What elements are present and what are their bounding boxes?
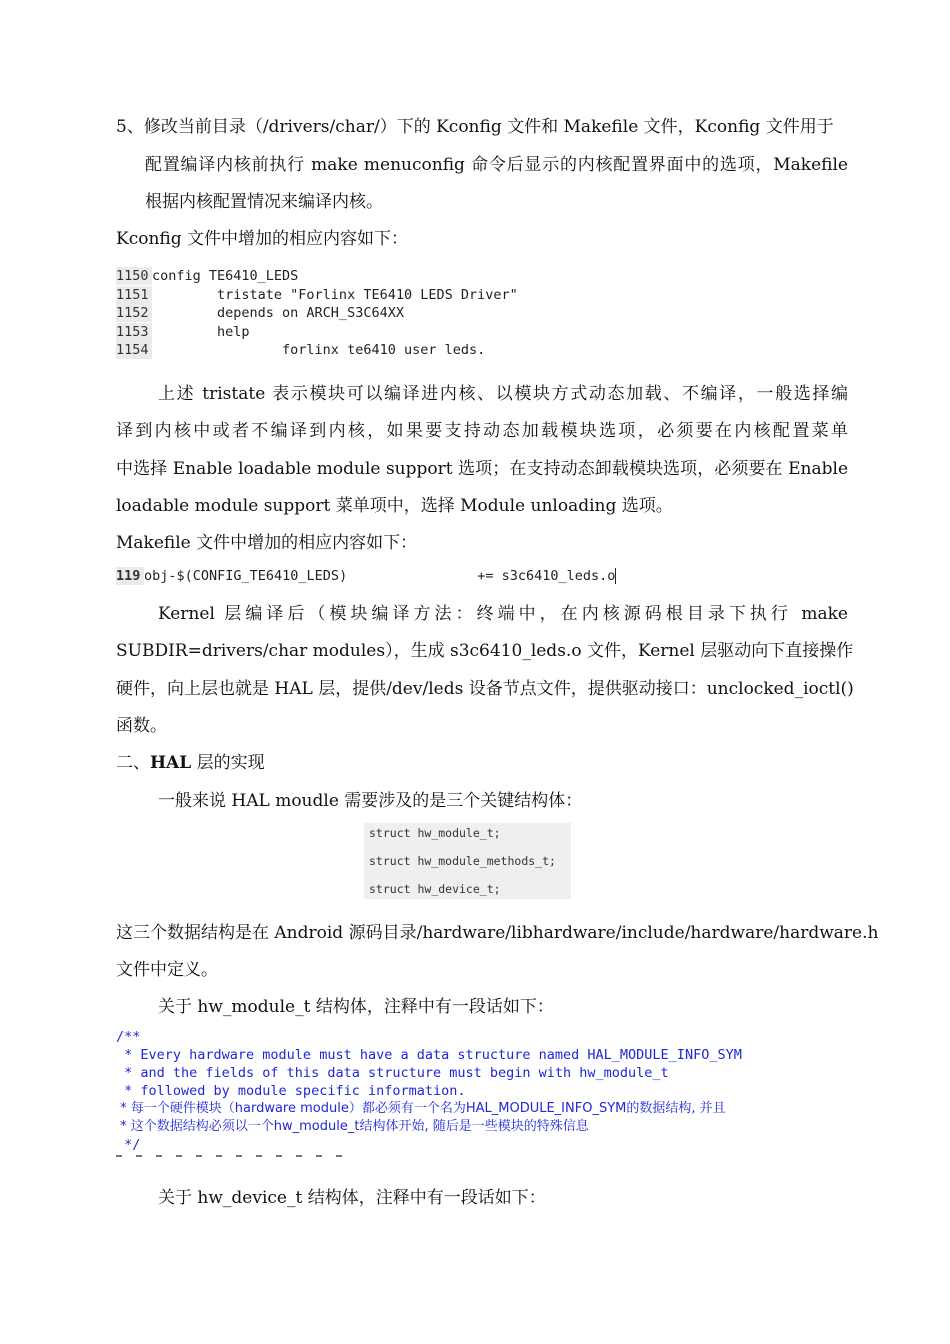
paragraph-tristate-line1: 上述 tristate 表示模块可以编译进内核、以模块方式动态加载、不编译，一般选择编 bbox=[158, 384, 848, 404]
line-number: 1154 bbox=[116, 341, 152, 359]
comment-line: * and the fields of this data structure must begin with hw_module_t bbox=[116, 1065, 669, 1081]
paragraph-structs-line1: 这三个数据结构是在 Android 源码目录/hardware/libhardware/include/hardware/hardware.h bbox=[116, 923, 879, 943]
hw-module-comment-snippet bbox=[116, 1028, 816, 1158]
code-line bbox=[116, 304, 404, 322]
code-line bbox=[116, 286, 518, 304]
paragraph-tristate-line2: 译到内核中或者不编译到内核，如果要支持动态加载模块选项，必须要在内核配置菜单 bbox=[116, 421, 848, 441]
code-text: help bbox=[152, 323, 250, 340]
makefile-code-snippet bbox=[116, 567, 676, 587]
paragraph-structs-line2: 文件中定义。 bbox=[116, 960, 218, 980]
paragraph-step5-line3: 根据内核配置情况来编译内核。 bbox=[145, 192, 383, 212]
hw-module-note: 关于 hw_module_t 结构体，注释中有一段话如下： bbox=[158, 997, 554, 1017]
struct-item: struct hw_module_t; bbox=[369, 826, 501, 840]
line-number: 1151 bbox=[116, 286, 152, 304]
code-line bbox=[116, 341, 485, 359]
cropped-next-line bbox=[116, 1152, 376, 1158]
line-number: 119 bbox=[116, 567, 144, 585]
makefile-intro: Makefile 文件中增加的相应内容如下： bbox=[116, 533, 418, 553]
section-title: 层的实现 bbox=[191, 753, 265, 773]
struct-list-box bbox=[364, 823, 571, 899]
kconfig-intro: Kconfig 文件中增加的相应内容如下： bbox=[116, 229, 409, 249]
text-cursor bbox=[615, 568, 616, 584]
code-text: depends on ARCH_S3C64XX bbox=[152, 305, 404, 321]
paragraph-kernel-line3: 硬件，向上层也就是 HAL 层，提供/dev/leds 设备节点文件，提供驱动接口：unclocked_ioctl() bbox=[116, 679, 854, 699]
paragraph-step5-line2: 配置编译内核前执行 make menuconfig 命令后显示的内核配置界面中的选项，Makefile bbox=[145, 155, 848, 175]
code-text: config TE6410_LEDS bbox=[152, 268, 299, 284]
kconfig-code-snippet bbox=[116, 267, 616, 359]
paragraph-kernel-line2: SUBDIR=drivers/char modules），生成 s3c6410_leds.o 文件，Kernel 层驱动向下直接操作 bbox=[116, 641, 854, 661]
paragraph-kernel-line1: Kernel 层编译后（模块编译方法：终端中，在内核源码根目录下执行 make bbox=[158, 604, 848, 624]
paragraph-step5-line1: 5、修改当前目录（/drivers/char/）下的 Kconfig 文件和 Makefile 文件，Kconfig 文件用于 bbox=[116, 117, 834, 137]
code-text: obj-$(CONFIG_TE6410_LEDS) += s3c6410_leds.o bbox=[144, 568, 616, 584]
code-line bbox=[116, 567, 616, 585]
paragraph-kernel-line4: 函数。 bbox=[116, 716, 167, 736]
code-text: forlinx te6410 user leds. bbox=[152, 342, 486, 358]
paragraph-tristate-line4: loadable module support 菜单项中，选择 Module unloading 选项。 bbox=[116, 496, 673, 516]
comment-line: * 这个数据结构必须以一个hw_module_t结构体开始, 随后是一些模块的特殊信息 bbox=[116, 1119, 589, 1134]
paragraph-tristate-line3: 中选择 Enable loadable module support 选项；在支持动态卸载模块选项，必须要在 Enable bbox=[116, 459, 848, 479]
struct-item: struct hw_module_methods_t; bbox=[369, 854, 556, 868]
section-heading-hal bbox=[116, 753, 265, 773]
struct-item: struct hw_device_t; bbox=[369, 882, 501, 896]
section-title-bold: HAL bbox=[150, 753, 192, 773]
code-line bbox=[116, 267, 298, 285]
code-line bbox=[116, 323, 250, 341]
line-number: 1153 bbox=[116, 323, 152, 341]
comment-line: * 每一个硬件模块（hardware module）都必须有一个名为HAL_MODULE_INFO_SYM的数据结构, 并且 bbox=[116, 1101, 726, 1116]
comment-line: /** bbox=[116, 1029, 141, 1045]
comment-line: * Every hardware module must have a data structure named HAL_MODULE_INFO_SYM bbox=[116, 1047, 742, 1063]
hal-intro: 一般来说 HAL moudle 需要涉及的是三个关键结构体： bbox=[158, 791, 583, 811]
code-text: tristate "Forlinx TE6410 LEDS Driver" bbox=[152, 286, 518, 303]
section-number: 二、 bbox=[116, 753, 150, 773]
comment-line: */ bbox=[116, 1137, 141, 1153]
line-number: 1150 bbox=[116, 267, 152, 285]
line-number: 1152 bbox=[116, 304, 152, 322]
hw-device-note: 关于 hw_device_t 结构体，注释中有一段话如下： bbox=[158, 1188, 546, 1208]
comment-line: * followed by module specific information. bbox=[116, 1083, 466, 1099]
